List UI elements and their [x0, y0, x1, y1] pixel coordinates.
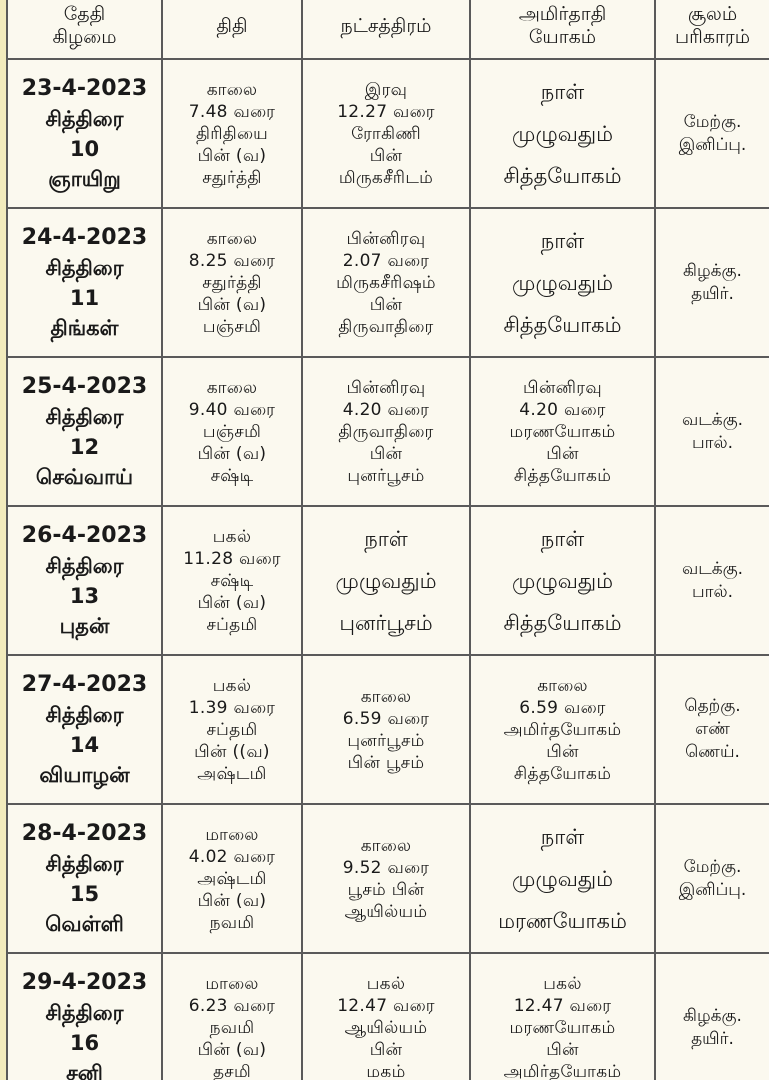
yogam-cell: [470, 506, 655, 655]
nakshatra-line: காலை: [360, 686, 412, 707]
day-number: 15: [69, 881, 100, 906]
yogam-line: பின்: [546, 1039, 579, 1060]
yogam-line: 4.20 வரை: [519, 399, 606, 420]
thithi-line: பின் (வ): [197, 294, 267, 315]
thithi-cell: [162, 357, 302, 506]
soolam-line: தெற்கு.: [684, 696, 741, 716]
nakshatra-cell: [302, 357, 470, 506]
thithi-line: மாலை: [205, 824, 259, 845]
yogam-line: அமிர்தயோகம்: [503, 719, 622, 740]
soolam-line: இனிப்பு.: [678, 879, 747, 900]
nakshatra-cell: [302, 208, 470, 357]
panchang-page: [6, 0, 769, 1080]
nakshatra-line: 12.27 வரை: [337, 101, 435, 122]
thithi-line: காலை: [206, 377, 258, 398]
nakshatra-line: பூசம் பின்: [347, 879, 425, 900]
thithi-cell: [162, 506, 302, 655]
yogam-line: முழுவதும்: [512, 270, 613, 295]
date-text: 23-4-2023: [21, 75, 148, 101]
nakshatra-cell: [302, 804, 470, 953]
weekday-text: செவ்வாய்: [35, 464, 134, 489]
thithi-line: பஞ்சமி: [202, 421, 262, 442]
soolam-line: எண்: [695, 719, 730, 739]
soolam-line: கிழக்கு.: [683, 1005, 742, 1026]
nakshatra-line: புனர்பூசம்: [347, 465, 425, 486]
yogam-line: சித்தயோகம்: [503, 312, 622, 337]
yogam-line: முழுவதும்: [512, 866, 613, 891]
yogam-line: சித்தயோகம்: [513, 465, 612, 486]
nakshatra-line: மிருகசீரிடம்: [338, 167, 434, 188]
soolam-line: கிழக்கு.: [683, 260, 742, 281]
soolam-cell: [655, 59, 769, 208]
table-row: [7, 357, 769, 506]
thithi-line: அஷ்டமி: [197, 763, 267, 784]
thithi-line: சஷ்டி: [210, 465, 254, 486]
thithi-line: பகல்: [212, 675, 252, 696]
yogam-line: பகல்: [543, 973, 582, 994]
thithi-line: பின் (வ): [197, 443, 267, 464]
nakshatra-line: பின்: [369, 1039, 403, 1060]
thithi-line: 4.02 வரை: [188, 846, 276, 867]
nakshatra-line: 12.47 வரை: [337, 995, 435, 1016]
nakshatra-line: பின்: [369, 443, 403, 464]
soolam-line: இனிப்பு.: [678, 134, 747, 155]
thithi-line: மாலை: [205, 973, 259, 994]
thithi-line: 9.40 வரை: [188, 399, 276, 420]
nakshatra-line: நாள்: [364, 526, 408, 551]
nakshatra-line: பகல்: [366, 973, 406, 994]
header-row: [7, 0, 769, 59]
thithi-cell: [162, 59, 302, 208]
nakshatra-cell: [302, 506, 470, 655]
soolam-line: மேற்கு.: [683, 856, 742, 877]
soolam-line: ணெய்.: [685, 742, 740, 762]
yogam-line: பின்: [546, 741, 579, 762]
yogam-line: சித்தயோகம்: [513, 763, 612, 784]
day-number: 10: [69, 136, 100, 161]
weekday-text: வியாழன்: [39, 762, 130, 787]
yogam-line: 6.59 வரை: [519, 697, 606, 718]
yogam-line: மரணயோகம்: [498, 908, 627, 933]
thithi-line: காலை: [206, 228, 258, 249]
nakshatra-line: திருவாதிரை: [338, 316, 434, 337]
nakshatra-line: பின்: [369, 145, 403, 166]
soolam-cell: [655, 357, 769, 506]
header-soolam: சூலம் பரிகாரம்: [655, 0, 769, 59]
nakshatra-line: முழுவதும்: [335, 568, 437, 593]
day-number: 16: [69, 1030, 100, 1055]
soolam-line: பால்.: [691, 581, 734, 602]
thithi-line: பின் (வ): [197, 1039, 267, 1060]
date-text: 26-4-2023: [21, 522, 148, 548]
nakshatra-line: பின் பூசம்: [347, 752, 425, 773]
thithi-line: சதுர்த்தி: [202, 272, 262, 293]
soolam-cell: [655, 655, 769, 804]
header-thithi: திதி: [162, 0, 302, 59]
nakshatra-cell: [302, 953, 470, 1080]
nakshatra-line: மிருகசீரிஷம்: [336, 272, 436, 293]
date-text: 29-4-2023: [21, 969, 148, 995]
thithi-line: பின் ((வ): [194, 741, 270, 762]
nakshatra-line: ஆயில்யம்: [344, 1017, 428, 1038]
table-row: [7, 506, 769, 655]
thithi-line: பின் (வ): [197, 890, 267, 911]
date-cell: [7, 655, 162, 804]
nakshatra-line: மகம்: [366, 1061, 406, 1080]
nakshatra-line: 4.20 வரை: [342, 399, 430, 420]
yogam-line: நாள்: [540, 228, 585, 253]
soolam-line: வடக்கு.: [681, 409, 744, 430]
nakshatra-line: 9.52 வரை: [342, 857, 430, 878]
thithi-line: பின் (வ): [197, 592, 267, 613]
nakshatra-line: புனர்பூசம்: [347, 730, 425, 751]
yogam-cell: [470, 59, 655, 208]
date-text: 27-4-2023: [21, 671, 148, 697]
thithi-line: சப்தமி: [206, 719, 258, 740]
header-yogam: அமிர்தாதி யோகம்: [470, 0, 655, 59]
nakshatra-line: திருவாதிரை: [338, 421, 434, 442]
soolam-line: தயிர்.: [691, 283, 734, 304]
soolam-cell: [655, 506, 769, 655]
thithi-line: நவமி: [209, 1017, 255, 1038]
yogam-line: முழுவதும்: [512, 121, 613, 146]
table-row: [7, 804, 769, 953]
nakshatra-line: ரோகிணி: [351, 123, 421, 144]
thithi-cell: [162, 208, 302, 357]
table-row: [7, 953, 769, 1080]
nakshatra-line: பின்னிரவு: [346, 228, 426, 249]
weekday-text: சனி: [66, 1060, 103, 1080]
date-text: 25-4-2023: [21, 373, 148, 399]
nakshatra-line: பின்: [369, 294, 403, 315]
day-number: 11: [69, 285, 100, 310]
header-nakshatra: நட்சத்திரம்: [302, 0, 470, 59]
header-date: தேதி கிழமை: [7, 0, 162, 59]
yogam-line: 12.47 வரை: [513, 995, 612, 1016]
month-text: சித்திரை: [45, 404, 124, 429]
thithi-line: திரிதியை: [196, 123, 268, 144]
thithi-line: காலை: [206, 79, 258, 100]
month-text: சித்திரை: [45, 1000, 124, 1025]
thithi-line: அஷ்டமி: [197, 868, 267, 889]
yogam-cell: [470, 804, 655, 953]
thithi-line: தசமி: [212, 1061, 252, 1080]
yogam-cell: [470, 655, 655, 804]
soolam-line: மேற்கு.: [683, 111, 742, 132]
nakshatra-line: இரவு: [364, 79, 408, 100]
thithi-cell: [162, 655, 302, 804]
month-text: சித்திரை: [45, 553, 124, 578]
table-row: [7, 208, 769, 357]
nakshatra-cell: [302, 655, 470, 804]
panchang-table: [6, 0, 769, 1080]
thithi-line: பகல்: [212, 526, 252, 547]
yogam-line: பின்னிரவு: [523, 377, 602, 398]
thithi-line: சப்தமி: [206, 614, 258, 635]
nakshatra-line: ஆயில்யம்: [344, 901, 428, 922]
date-text: 28-4-2023: [21, 820, 148, 846]
nakshatra-line: 2.07 வரை: [342, 250, 430, 271]
soolam-line: வடக்கு.: [681, 558, 744, 579]
date-text: 24-4-2023: [21, 224, 148, 250]
date-cell: [7, 506, 162, 655]
yogam-line: நாள்: [540, 526, 585, 551]
weekday-text: வெள்ளி: [45, 911, 124, 936]
nakshatra-line: காலை: [360, 835, 412, 856]
thithi-line: 6.23 வரை: [188, 995, 276, 1016]
soolam-line: தயிர்.: [691, 1028, 734, 1049]
yogam-line: நாள்: [540, 79, 585, 104]
yogam-cell: [470, 208, 655, 357]
yogam-line: நாள்: [540, 824, 585, 849]
thithi-line: 11.28 வரை: [183, 548, 281, 569]
thithi-line: 1.39 வரை: [188, 697, 276, 718]
yogam-line: அமிர்தயோகம்: [503, 1061, 622, 1080]
yogam-line: சித்தயோகம்: [503, 610, 622, 635]
yogam-line: முழுவதும்: [512, 568, 613, 593]
thithi-cell: [162, 953, 302, 1080]
soolam-line: பால்.: [691, 432, 734, 453]
day-number: 14: [69, 732, 100, 757]
nakshatra-line: 6.59 வரை: [342, 708, 430, 729]
thithi-line: பஞ்சமி: [202, 316, 262, 337]
nakshatra-line: புனர்பூசம்: [339, 610, 433, 635]
thithi-line: பின் (வ): [197, 145, 267, 166]
day-number: 12: [69, 434, 100, 459]
date-cell: [7, 357, 162, 506]
yogam-cell: [470, 953, 655, 1080]
yogam-line: மரணயோகம்: [509, 421, 616, 442]
day-number: 13: [69, 583, 100, 608]
yogam-cell: [470, 357, 655, 506]
month-text: சித்திரை: [45, 255, 124, 280]
soolam-cell: [655, 804, 769, 953]
yogam-line: பின்: [546, 443, 579, 464]
weekday-text: ஞாயிறு: [48, 166, 121, 191]
yogam-line: மரணயோகம்: [509, 1017, 616, 1038]
soolam-cell: [655, 953, 769, 1080]
weekday-text: புதன்: [59, 613, 110, 638]
yogam-line: காலை: [537, 675, 588, 696]
thithi-line: சதுர்த்தி: [202, 167, 262, 188]
yogam-line: சித்தயோகம்: [503, 163, 622, 188]
table-row: [7, 655, 769, 804]
thithi-line: நவமி: [209, 912, 255, 933]
weekday-text: திங்கள்: [50, 315, 119, 340]
nakshatra-line: பின்னிரவு: [346, 377, 426, 398]
date-cell: [7, 208, 162, 357]
month-text: சித்திரை: [45, 851, 124, 876]
month-text: சித்திரை: [45, 106, 124, 131]
date-cell: [7, 59, 162, 208]
month-text: சித்திரை: [45, 702, 124, 727]
nakshatra-cell: [302, 59, 470, 208]
thithi-line: சஷ்டி: [210, 570, 254, 591]
thithi-line: 8.25 வரை: [188, 250, 276, 271]
table-row: [7, 59, 769, 208]
thithi-line: 7.48 வரை: [188, 101, 276, 122]
date-cell: [7, 953, 162, 1080]
soolam-cell: [655, 208, 769, 357]
thithi-cell: [162, 804, 302, 953]
date-cell: [7, 804, 162, 953]
